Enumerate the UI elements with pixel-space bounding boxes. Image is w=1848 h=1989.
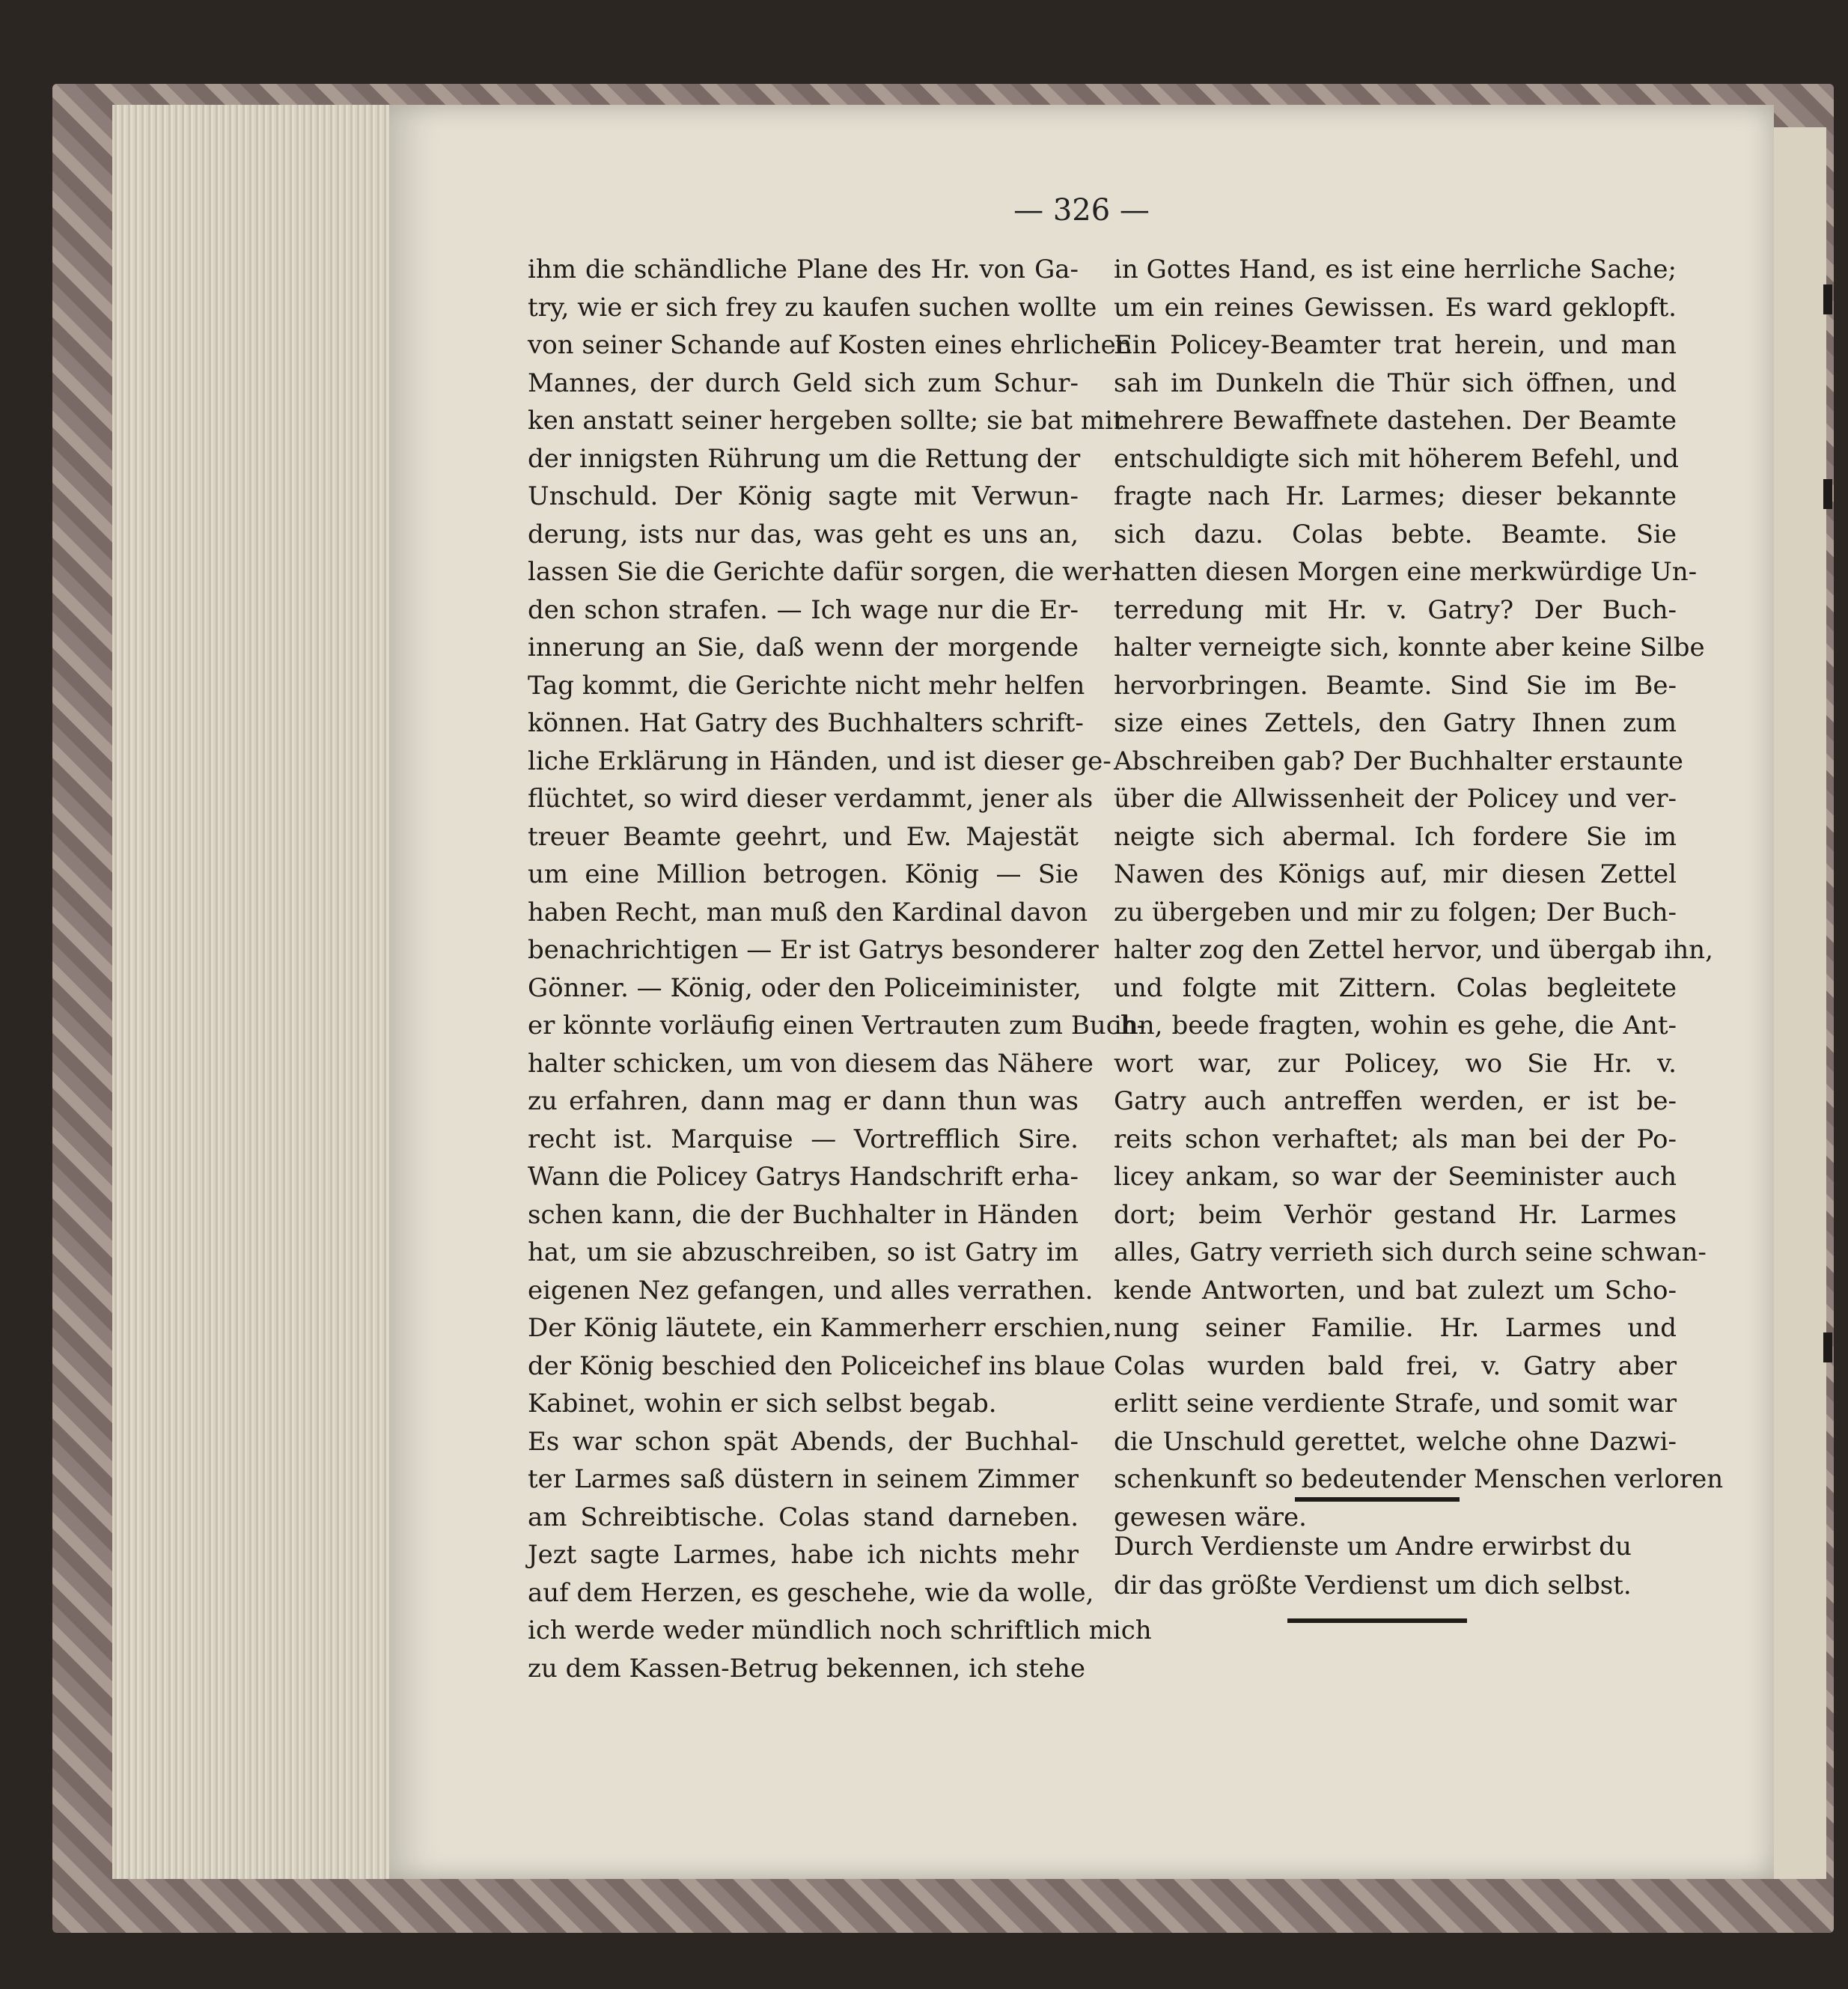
text-line: gewesen wäre. xyxy=(1114,1502,1307,1532)
text-line: ken anstatt seiner hergeben sollte; sie bat mit xyxy=(528,406,1123,436)
text-line: liche Erklärung in Händen, und ist dieser ge- xyxy=(528,746,1111,776)
text-line: try, wie er sich frey zu kaufen suchen wollte xyxy=(528,292,1097,323)
text-line: in Gottes Hand, es ist eine herrliche Sache; xyxy=(1114,255,1677,284)
text-line: um eine Million betrogen. König — Sie xyxy=(528,859,1079,889)
text-line: licey ankam, so war der Seeminister auch xyxy=(1114,1162,1677,1192)
text-line: hatten diesen Morgen eine merkwürdige Un- xyxy=(1114,557,1698,587)
text-line: schen kann, die der Buchhalter in Händen xyxy=(528,1199,1079,1230)
text-line: hat, um sie abzuschreiben, so ist Gatry im xyxy=(528,1237,1079,1267)
text-line: schenkunft so bedeutender Menschen verloren xyxy=(1114,1464,1724,1494)
facing-page-edge xyxy=(1774,127,1826,1879)
right-text-column xyxy=(1114,251,1724,1536)
text-line: reits schon verhaftet; als man bei der Po- xyxy=(1114,1124,1677,1154)
text-line: zu erfahren, dann mag er dann thun was xyxy=(528,1086,1079,1116)
text-line: Mannes, der durch Geld sich zum Schur- xyxy=(528,368,1079,398)
text-line: zu übergeben und mir zu folgen; Der Buch- xyxy=(1114,897,1677,928)
text-line: er könnte vorläufig einen Vertrauten zum Buch- xyxy=(528,1011,1146,1041)
text-line: Tag kommt, die Gerichte nicht mehr helfen xyxy=(528,670,1085,701)
text-line: haben Recht, man muß den Kardinal davon xyxy=(528,897,1088,928)
text-line: Der König läutete, ein Kammerherr erschien, xyxy=(528,1313,1112,1343)
text-line: Jezt sagte Larmes, habe ich nichts mehr xyxy=(528,1540,1079,1570)
text-line: dort; beim Verhör gestand Hr. Larmes xyxy=(1114,1199,1677,1230)
section-divider-bottom xyxy=(1287,1618,1467,1623)
text-line: Colas wurden bald frei, v. Gatry aber xyxy=(1114,1350,1677,1381)
section-divider-top xyxy=(1295,1497,1460,1502)
book-page xyxy=(389,105,1774,1879)
text-line: halter schicken, um von diesem das Nähere xyxy=(528,1048,1094,1079)
text-line: halter zog den Zettel hervor, und übergab ihn, xyxy=(1114,935,1713,965)
text-line: über die Allwissenheit der Policey und ver- xyxy=(1114,784,1677,814)
text-line: derung, ists nur das, was geht es uns an, xyxy=(528,519,1079,549)
text-line: Nawen des Königs auf, mir diesen Zettel xyxy=(1114,859,1677,889)
text-line: sah im Dunkeln die Thür sich öffnen, und xyxy=(1114,368,1677,398)
text-line: ich werde weder mündlich noch schriftlich mich xyxy=(528,1615,1152,1645)
text-line: Unschuld. Der König sagte mit Verwun- xyxy=(528,481,1079,511)
text-line: der innigsten Rührung um die Rettung der xyxy=(528,443,1081,474)
text-line: eigenen Nez gefangen, und alles verrathen. xyxy=(528,1275,1094,1306)
text-line: kende Antworten, und bat zulezt um Scho- xyxy=(1114,1275,1677,1306)
text-line: treuer Beamte geehrt, und Ew. Majestät xyxy=(528,821,1079,852)
text-line: ihm die schändliche Plane des Hr. von Ga- xyxy=(528,255,1079,284)
text-line: size eines Zettels, den Gatry Ihnen zum xyxy=(1114,708,1677,738)
text-line: Gönner. — König, oder den Policeiminister, xyxy=(528,972,1082,1003)
text-line: neigte sich abermal. Ich fordere Sie im xyxy=(1114,821,1677,852)
text-line: alles, Gatry verrieth sich durch seine schwan- xyxy=(1114,1237,1707,1267)
text-line: terredung mit Hr. v. Gatry? Der Buch- xyxy=(1114,594,1677,625)
text-line: den schon strafen. — Ich wage nur die Er- xyxy=(528,594,1079,625)
text-line: zu dem Kassen-Betrug bekennen, ich stehe xyxy=(528,1653,1086,1684)
text-line: dir das größte Verdienst um dich selbst. xyxy=(1114,1571,1632,1600)
left-text-column xyxy=(528,251,1152,1687)
text-line: flüchtet, so wird dieser verdammt, jener als xyxy=(528,784,1094,814)
page-stack-edge xyxy=(112,105,412,1879)
text-line: Durch Verdienste um Andre erwirbst du xyxy=(1114,1532,1632,1562)
text-line: der König beschied den Policeichef ins blaue xyxy=(528,1350,1106,1381)
text-line: Abschreiben gab? Der Buchhalter erstaunte xyxy=(1114,746,1683,776)
facing-page-mark xyxy=(1823,479,1832,509)
text-line: wort war, zur Policey, wo Sie Hr. v. xyxy=(1114,1048,1677,1079)
text-line: Wann die Policey Gatrys Handschrift erha- xyxy=(528,1162,1079,1192)
text-line: sich dazu. Colas bebte. Beamte. Sie xyxy=(1114,519,1677,549)
text-line: nung seiner Familie. Hr. Larmes und xyxy=(1114,1313,1677,1343)
text-line: die Unschuld gerettet, welche ohne Dazwi- xyxy=(1114,1426,1677,1457)
text-line: ihn, beede fragten, wohin es gehe, die Ant- xyxy=(1114,1011,1677,1041)
text-line: lassen Sie die Gerichte dafür sorgen, die wer- xyxy=(528,557,1120,587)
text-line: fragte nach Hr. Larmes; dieser bekannte xyxy=(1114,481,1677,511)
text-line: ter Larmes saß düstern in seinem Zimmer xyxy=(528,1464,1079,1494)
text-line: auf dem Herzen, es geschehe, wie da wolle, xyxy=(528,1577,1094,1608)
text-line: Kabinet, wohin er sich selbst begab. xyxy=(528,1389,997,1419)
page-number: — 326 — xyxy=(1013,193,1150,228)
text-line: mehrere Bewaffnete dastehen. Der Beamte xyxy=(1114,406,1677,436)
text-line: entschuldigte sich mit höherem Befehl, und xyxy=(1114,443,1680,474)
text-line: am Schreibtische. Colas stand darneben. xyxy=(528,1502,1079,1532)
text-line: Es war schon spät Abends, der Buchhal- xyxy=(528,1426,1079,1457)
text-line: benachrichtigen — Er ist Gatrys besonderer xyxy=(528,935,1099,965)
text-line: und folgte mit Zittern. Colas begleitete xyxy=(1114,972,1677,1003)
facing-page-mark xyxy=(1823,284,1832,314)
text-line: recht ist. Marquise — Vortrefflich Sire. xyxy=(528,1124,1079,1154)
text-line: halter verneigte sich, konnte aber keine Silbe xyxy=(1114,633,1705,663)
facing-page-mark xyxy=(1823,1332,1832,1362)
motto xyxy=(1114,1527,1677,1605)
text-line: erlitt seine verdiente Strafe, und somit war xyxy=(1114,1389,1677,1419)
text-line: können. Hat Gatry des Buchhalters schrift- xyxy=(528,708,1084,738)
text-line: um ein reines Gewissen. Es ward geklopft. xyxy=(1114,292,1677,323)
text-line: Ein Policey-Beamter trat herein, und man xyxy=(1114,330,1677,360)
text-line: hervorbringen. Beamte. Sind Sie im Be- xyxy=(1114,670,1677,701)
text-line: von seiner Schande auf Kosten eines ehrlichen xyxy=(528,330,1132,360)
text-line: innerung an Sie, daß wenn der morgende xyxy=(528,633,1079,663)
text-line: Gatry auch antreffen werden, er ist be- xyxy=(1114,1086,1677,1116)
